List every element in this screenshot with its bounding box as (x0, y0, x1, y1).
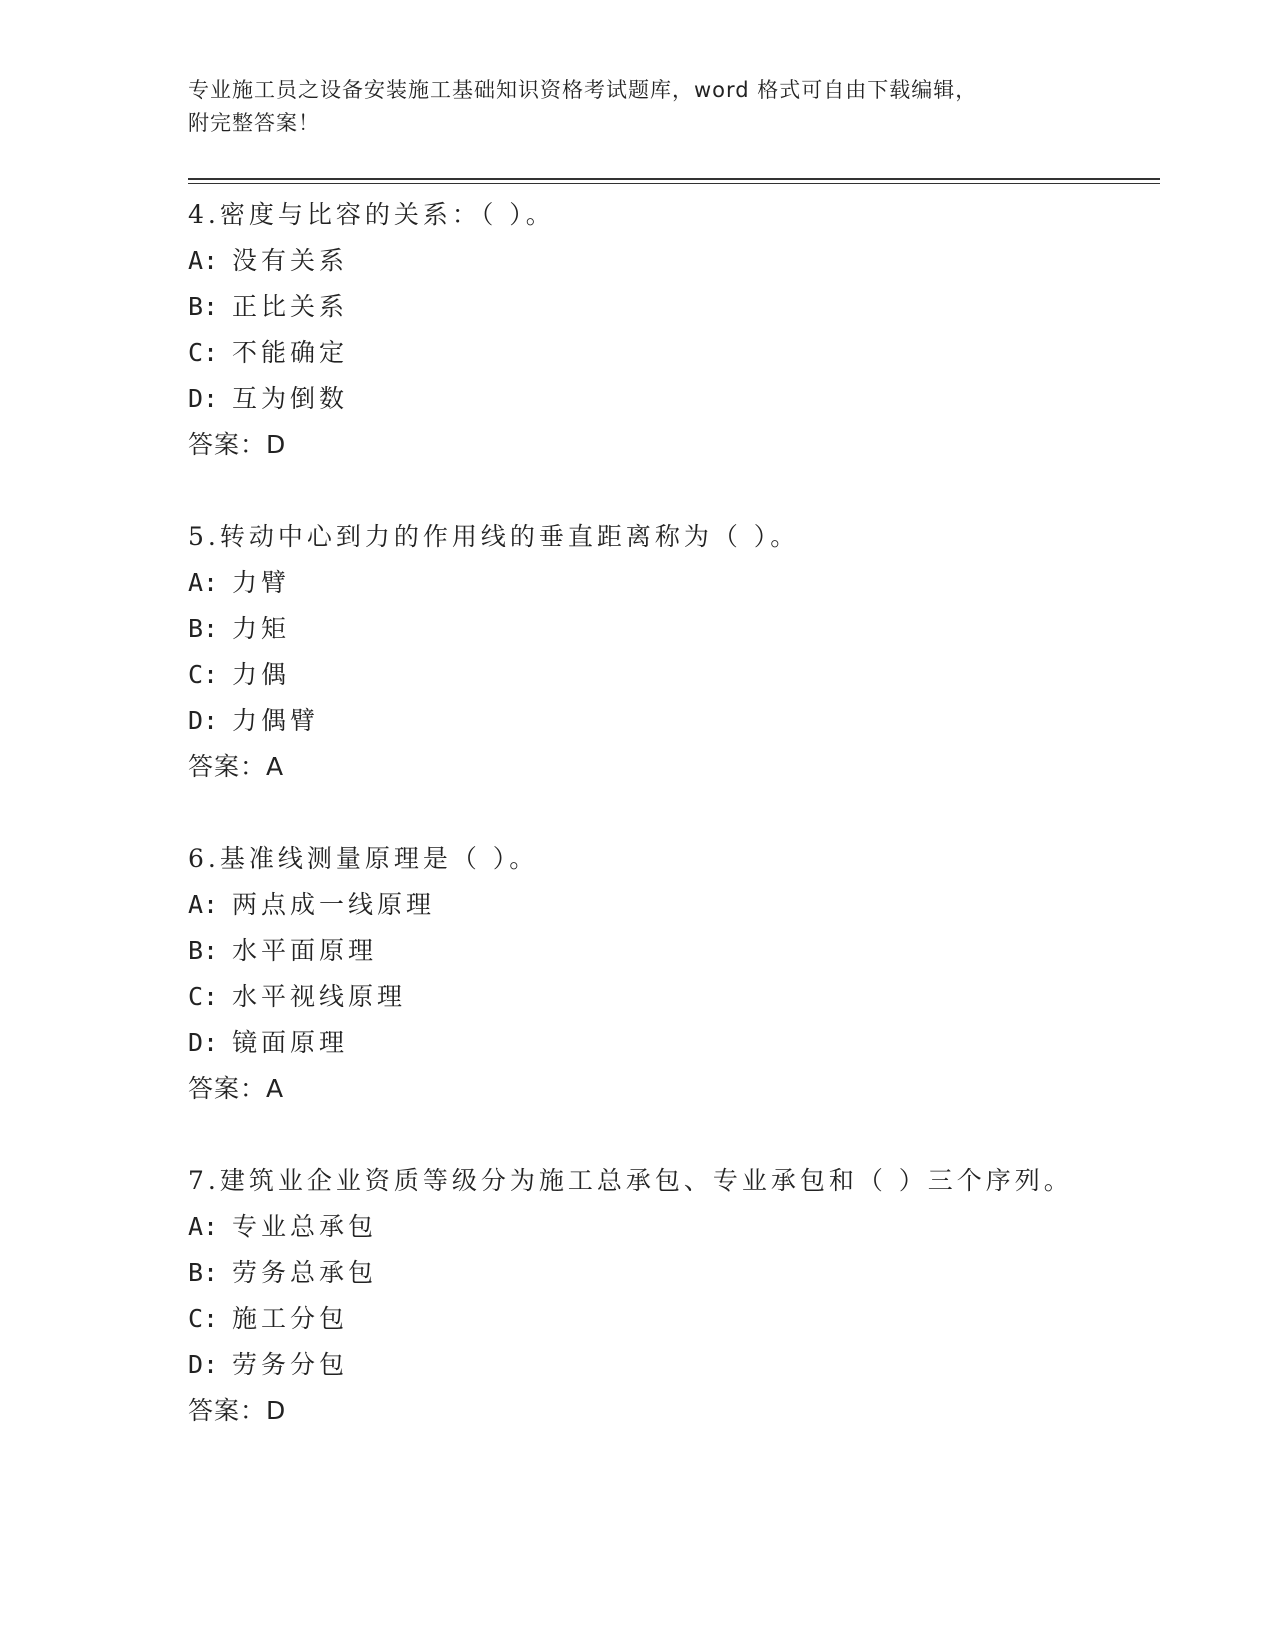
question-stem: 4.密度与比容的关系：（ ）。 (188, 200, 555, 229)
option-text: 劳务分包 (232, 1350, 349, 1379)
answer-line: 答案：D (188, 430, 287, 459)
option-c (188, 1296, 1168, 1342)
option-c (188, 652, 1168, 698)
option-text: 镜面原理 (232, 1028, 349, 1057)
option-a (188, 238, 1168, 284)
option-key: C: (188, 982, 219, 1011)
question-block (188, 1158, 1168, 1434)
option-key: D: (188, 1028, 219, 1057)
option-b (188, 284, 1168, 330)
header-line-2: 附完整答案！ (188, 111, 320, 135)
option-d (188, 698, 1168, 744)
option-key: D: (188, 706, 219, 735)
question-stem: 7.建筑业企业资质等级分为施工总承包、专业承包和（ ）三个序列。 (188, 1166, 1073, 1195)
document-header (188, 74, 1068, 140)
option-d (188, 1020, 1168, 1066)
option-key: D: (188, 384, 219, 413)
option-key: B: (188, 292, 219, 321)
question-stem: 6.基准线测量原理是（ ）。 (188, 844, 539, 873)
option-key: A: (188, 568, 219, 597)
option-b (188, 606, 1168, 652)
option-b (188, 928, 1168, 974)
option-a (188, 560, 1168, 606)
option-text: 正比关系 (232, 292, 349, 321)
option-key: D: (188, 1350, 219, 1379)
option-text: 不能确定 (232, 338, 349, 367)
question-stem: 5.转动中心到力的作用线的垂直距离称为（ ）。 (188, 522, 800, 551)
option-key: B: (188, 614, 219, 643)
option-text: 水平视线原理 (232, 982, 407, 1011)
option-a (188, 882, 1168, 928)
option-key: C: (188, 338, 219, 367)
option-text: 力臂 (232, 568, 291, 597)
option-d (188, 1342, 1168, 1388)
option-key: A: (188, 1212, 219, 1241)
option-a (188, 1204, 1168, 1250)
option-text: 两点成一线原理 (232, 890, 436, 919)
option-text: 力偶 (232, 660, 291, 689)
question-block (188, 514, 1168, 790)
option-c (188, 974, 1168, 1020)
option-key: A: (188, 246, 219, 275)
option-key: C: (188, 1304, 219, 1333)
option-key: A: (188, 890, 219, 919)
option-text: 力偶臂 (232, 706, 320, 735)
answer-line: 答案：D (188, 1396, 287, 1425)
header-line-1: 专业施工员之设备安装施工基础知识资格考试题库，word 格式可自由下载编辑， (188, 78, 978, 102)
option-text: 施工分包 (232, 1304, 349, 1333)
header-divider-thin (188, 183, 1160, 184)
answer-line: 答案：A (188, 752, 285, 781)
option-text: 力矩 (232, 614, 291, 643)
question-block (188, 192, 1168, 468)
option-d (188, 376, 1168, 422)
header-divider-thick (188, 178, 1160, 180)
option-key: B: (188, 1258, 219, 1287)
option-text: 劳务总承包 (232, 1258, 378, 1287)
answer-line: 答案：A (188, 1074, 285, 1103)
option-key: B: (188, 936, 219, 965)
question-block (188, 836, 1168, 1112)
option-text: 专业总承包 (232, 1212, 378, 1241)
option-c (188, 330, 1168, 376)
option-text: 互为倒数 (232, 384, 349, 413)
option-key: C: (188, 660, 219, 689)
option-b (188, 1250, 1168, 1296)
option-text: 水平面原理 (232, 936, 378, 965)
option-text: 没有关系 (232, 246, 349, 275)
